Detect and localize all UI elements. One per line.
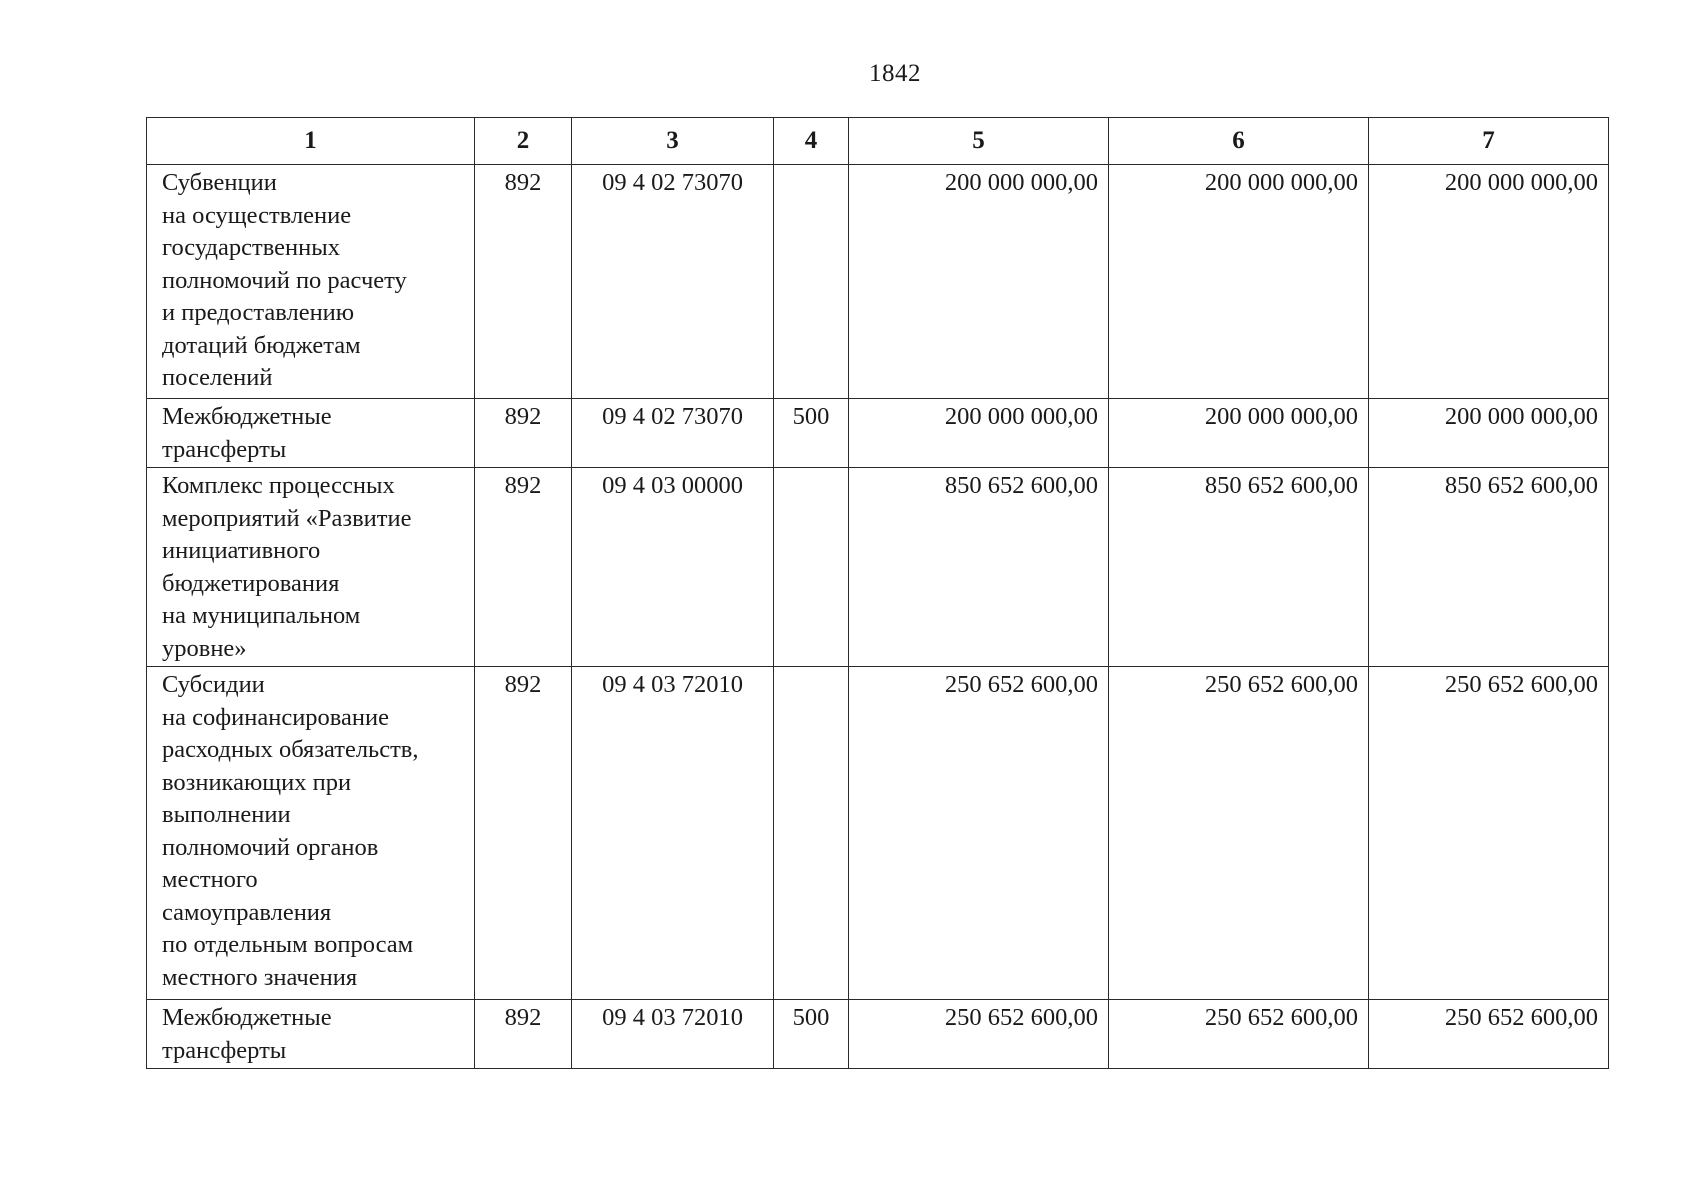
amount-col-5: 250 652 600,00 xyxy=(849,667,1109,1000)
ministry-code: 892 xyxy=(475,165,572,399)
row-name: Субвенции на осуществление государственных полномочий по расчету и предоставлению дотаций бюджетам поселений xyxy=(162,169,407,391)
column-header-3: 3 xyxy=(572,118,774,165)
column-header-1: 1 xyxy=(147,118,475,165)
table-row xyxy=(147,1000,1609,1069)
expense-type: 500 xyxy=(774,399,849,468)
table-row xyxy=(147,667,1609,1000)
budget-table xyxy=(146,117,1609,1069)
row-name-cell xyxy=(147,399,475,468)
row-name-cell xyxy=(147,468,475,667)
expense-type xyxy=(774,468,849,667)
amount-col-5: 200 000 000,00 xyxy=(849,399,1109,468)
row-name-cell xyxy=(147,1000,475,1069)
target-article: 09 4 02 73070 xyxy=(572,399,774,468)
amount-col-6: 250 652 600,00 xyxy=(1109,1000,1369,1069)
table-row xyxy=(147,468,1609,667)
column-header-5: 5 xyxy=(849,118,1109,165)
amount-col-7: 200 000 000,00 xyxy=(1369,399,1609,468)
ministry-code: 892 xyxy=(475,667,572,1000)
ministry-code: 892 xyxy=(475,468,572,667)
row-name-cell xyxy=(147,667,475,1000)
column-header-7: 7 xyxy=(1369,118,1609,165)
amount-col-5: 250 652 600,00 xyxy=(849,1000,1109,1069)
amount-col-7: 250 652 600,00 xyxy=(1369,1000,1609,1069)
amount-col-6: 850 652 600,00 xyxy=(1109,468,1369,667)
amount-col-7: 850 652 600,00 xyxy=(1369,468,1609,667)
amount-col-7: 250 652 600,00 xyxy=(1369,667,1609,1000)
row-name: Субсидии на софинансирование расходных обязательств, возникающих при выполнении полномочий органов местного самоуправления по отдельным вопросам местного значения xyxy=(162,671,419,991)
target-article: 09 4 03 00000 xyxy=(572,468,774,667)
target-article: 09 4 03 72010 xyxy=(572,1000,774,1069)
amount-col-5: 850 652 600,00 xyxy=(849,468,1109,667)
table-row xyxy=(147,399,1609,468)
row-name: Межбюджетные трансферты xyxy=(162,1004,332,1064)
target-article: 09 4 03 72010 xyxy=(572,667,774,1000)
column-header-4: 4 xyxy=(774,118,849,165)
amount-col-6: 250 652 600,00 xyxy=(1109,667,1369,1000)
amount-col-6: 200 000 000,00 xyxy=(1109,165,1369,399)
expense-type xyxy=(774,165,849,399)
row-name: Комплекс процессных мероприятий «Развитие инициативного бюджетирования на муниципальном уровне» xyxy=(162,472,412,662)
ministry-code: 892 xyxy=(475,399,572,468)
column-header-2: 2 xyxy=(475,118,572,165)
expense-type: 500 xyxy=(774,1000,849,1069)
table-row xyxy=(147,165,1609,399)
expense-type xyxy=(774,667,849,1000)
amount-col-7: 200 000 000,00 xyxy=(1369,165,1609,399)
target-article: 09 4 02 73070 xyxy=(572,165,774,399)
amount-col-5: 200 000 000,00 xyxy=(849,165,1109,399)
header-row xyxy=(147,118,1609,165)
row-name-cell xyxy=(147,165,475,399)
row-name: Межбюджетные трансферты xyxy=(162,403,332,463)
page-number: 1842 xyxy=(869,60,921,87)
column-header-6: 6 xyxy=(1109,118,1369,165)
amount-col-6: 200 000 000,00 xyxy=(1109,399,1369,468)
ministry-code: 892 xyxy=(475,1000,572,1069)
